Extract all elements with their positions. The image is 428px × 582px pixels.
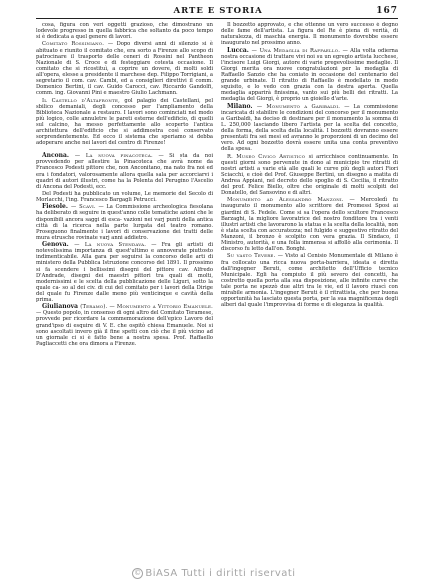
left-column	[36, 22, 213, 570]
article-paragraph	[36, 153, 213, 190]
article-paragraph	[36, 204, 213, 241]
section-heading: Milano.	[227, 102, 257, 110]
article-paragraph	[36, 191, 213, 203]
article-rubric: — Scavi.	[70, 204, 99, 211]
article-rubric: — Monumento a Garibaldi.	[256, 103, 345, 110]
article-paragraph	[36, 98, 213, 147]
article-paragraph	[36, 304, 213, 347]
section-heading: Genova.	[42, 241, 75, 249]
article-columns	[36, 22, 398, 570]
section-heading: Giulianova	[42, 303, 81, 311]
article-text: Il bozzetto approvato, e che ottenne un vero successo è degno delle fame dell'artista. La figura del Re è piena di verità, di naturalezza, di maschia energia. Il monumento dovrebbe essere inaugurato nel prossimo anno.	[221, 22, 398, 47]
article-text: — Questo popolo, in consenso di ogni altro del Comitato Teramese, provvede per ricordare la commemorazione dell'epico Lavoro del grand'ipso di esquire di V. E. che ospitò chiesa Emanuele. Noi si sono ascoltati invero già il fine spetti con ciò che il più vicino ad un giornale ci si è fatto bene a nostra spesa. Prof. Raffaello Pagliaccetti che ora dimora a Firenze.	[36, 310, 213, 347]
article-text: — Alla volta odierna nostra occasione di trattare vivi noi su un egregio artista lucchese, l'incisore Luigi Giorgi, autore di varie pregevolissime medaglie. Il Giorgi merita ora nuove congratulazioni per la medaglia di Raffaello Sanzio che ha coniato in occasione del centenario del grande urbinate. Il ritratto di Raffaello è modellato in modo squisito, e lo vedo con grazia con la destra aperta. Quella medaglia apparirà finissima, vanto sui più belli dei ritratti. La medaglia del Giorgi, è proprio un gioiello d'arte.	[221, 47, 398, 103]
article-rubric: Su vasto Tevere.	[227, 253, 278, 260]
article-paragraph	[36, 242, 213, 303]
article-text: cosa, figura con veri oggetti grazioso, che dimostrano un lodevole progresso in quella fabbrica che soltanto da poco tempo si è dedicata a quel genere di lavori.	[36, 22, 213, 41]
section-heading: Lucca.	[227, 46, 252, 54]
article-paragraph	[221, 253, 398, 308]
article-rubric: Comitato Rossiniano.	[42, 41, 108, 48]
article-paragraph	[36, 41, 213, 96]
article-text: gol palagio dei Castellani, pel sbilico demaniali, degli concesso per l'ampliamento della Biblioteca Nazionale a restauro. I lavori sono cominciati nel modo più logico, colle annuletre le pareti esterne dell'edificio, di quelli sul calcino, ha messo perfettamente allo scoperto l'antica architettura dell'edificio che si addimostra così conservato sorprendentemente. Ed ecco il sistema che speriamo si debba adoperare anche nei lavori del centro di Firenze!	[36, 97, 213, 147]
right-column	[221, 22, 398, 570]
article-paragraph	[221, 22, 398, 46]
article-text: — Si sta da noi provvedendo per allestire la Pinacoteca che avrà nome da Francesco Podesti pittore che, non Anconitano, ma nato fra noi ed era i fondatori, valorosamente allora quella sala per accorciarvi i quadri di autori illustri, come ha la Polenta del Perugino l'Ascelio di Ancona del Podesti, ecc.	[36, 153, 213, 190]
copyright-icon: ©	[134, 569, 142, 577]
section-heading: Fiesole.	[42, 203, 71, 211]
section-separator	[89, 149, 160, 150]
article-rubric: (Teramo). — Monumento a Vittorio Emanuele.	[80, 304, 213, 311]
article-rubric: Monumento ad Alessandro Manzoni.	[227, 197, 350, 204]
journal-title: ARTE E STORIA	[173, 6, 263, 16]
article-paragraph	[221, 197, 398, 252]
article-text: — La commissione incaricata di stabilire le condizioni del concorso per il monumento a Garibaldi, ha deciso di destinare per il monumento la somma di L. 250,000 lasciando libero l'artista per la scelta del concetto, della forma, della scelta della località. I bozzetti dovranno essere presentati fra sei mesi ed avranno le proporzioni di un decimo del vero. Ad ogni bozzetto dovrà essere unita una conta preventivo della spesa.	[221, 103, 398, 153]
article-text: — Visto al Cenisio Monumentale di Milano è fra collocato una ricca nuova porta-barriera, ideata e diretta dall'ingegner Beruti, come architetto dell'Ufficio tecnico Municipale. Egli ha compiuto il più severo dei concetti, ha costretto quella porta alla sua disposizione, alle infinite curve che tale porta ne spezzò due altri tra le vie, ed il lavoro riuscì con mirabile armonia. L'ingegner Beruti è il ritrattista, che per buona opportunità ha lasciato questa porta, per la sua magnificenza degli alberi dal quale l'improvvisa di forme e di eleganza la qualità.	[221, 253, 398, 309]
article-paragraph	[221, 104, 398, 153]
article-rubric: R. Museo Civico Artistico	[227, 153, 309, 160]
article-rubric: — La nuova pinacoteca.	[74, 153, 159, 160]
section-heading: Ancona.	[42, 152, 75, 160]
article-rubric: Il Castello d'Altafronte,	[42, 97, 125, 104]
article-rubric: — La nuova Stendava.	[74, 242, 152, 249]
article-text: — La Commissione archeologica fiesolana ha deliberato di seguire in quest'anno colle tematiche azioni che le disponibili ancora saggi di esca- vazioni nei varj punti della antica città di la ricerca nella parte lurgata del teatro romano. Proseguono finalmente i lavori di conservazione dei tratti delle mura etrusche rovinate varj anni addietro.	[36, 204, 213, 241]
watermark	[0, 568, 428, 579]
article-paragraph	[36, 22, 213, 40]
article-text: — Fra gli artisti di notevolissima importanza di quest'ultimo e annoverate piuttosto indimenticabile. Alla gara per seguirsi la concorso delle arti di ministero della Pubblica Istruzione concorso del 1891. Il prossimo si fa scendere i bellissimi disegni del pittore cav. Alfredo D'Andrade, disegni dei maestri pittori tra quali di molti, modernissimi e le scelta della pubblicazione delle Liguri, sotto la quale ca- so al dei civ. di cui del comitato per i lavori della Dirige del quale fu Firenze dalle meno più venticinque e cavità della prima.	[36, 242, 213, 303]
article-rubric: — Una Medaglia di Raffaello.	[251, 47, 343, 54]
watermark-text: BiASA Tutti i diritti riservati	[145, 568, 296, 579]
article-text: Del Podesti ha pubblicato un volume, Le memorie del Secolo di Morlacchi, l'ing. Francesco Bargagli Petrucci.	[36, 191, 213, 204]
page-header	[36, 6, 398, 19]
article-text: — Mercoledì fu inaugurato il monumento allo scrittore dei Promessi Sposi ai giardini di S. Fedele. Come si sa l'opera dello scultore Francesco Barzaghi, la migliore lavoratrice del nostro fonditore tra i venti illustri artisti che lavorarono la statua e la scelta della località, non è stata scelta con accuratezza; nel fulgido e suggestivo ritratto del Manzoni, il bronzo è scolpito con vera grazia. Il Sindaco, il Ministro, autorità, e una folla immensa si affollò alla cerimonia. Il discorso fu letto dall'on. Bonghi.	[221, 197, 398, 253]
page-number: 167	[376, 6, 398, 16]
article-text: — Dopo diversi anni di silenzio si è abituato e riunito il comitato che, era sorto a Firenze allo scopo di patrocinare il trasporto delle ceneri di Rossini nel Pantheon Nazionale di S. Croce e di festeggiare cotesta occasione. Il comitato che si ricostituì, a coprire un dovere, di molti soldi all'opera, elesse a presidente il marchese dep. Filippo Torrigiani, a segretario il com. cav. Cambi, ed a consiglieri direttivi il comm. Domenico Bertini, il cav. Guido Carocci, cav. Riccardo Gandolfi, comm. ing. Giovanni Pini e maestro Giulio Lachmann.	[36, 41, 213, 97]
article-text: si arricchisce continuamente. In questi giorni sono pervenute in dono al municipio tre ritratti di nostri artisti a varie età alle quali le curve più degli autori Fiori Sciacchi, e cioè del Prof. Giuseppe Bertini, un disegno a matita di Andrea Appiani, nel decreto dello spoglio di S. Cecilia, il ritratto del prof. Felice Biello, oltre che originale di molti scolpiti del Donatello, del Sansovino e di altri.	[221, 153, 398, 197]
article-paragraph	[221, 154, 398, 197]
article-paragraph	[221, 48, 398, 103]
